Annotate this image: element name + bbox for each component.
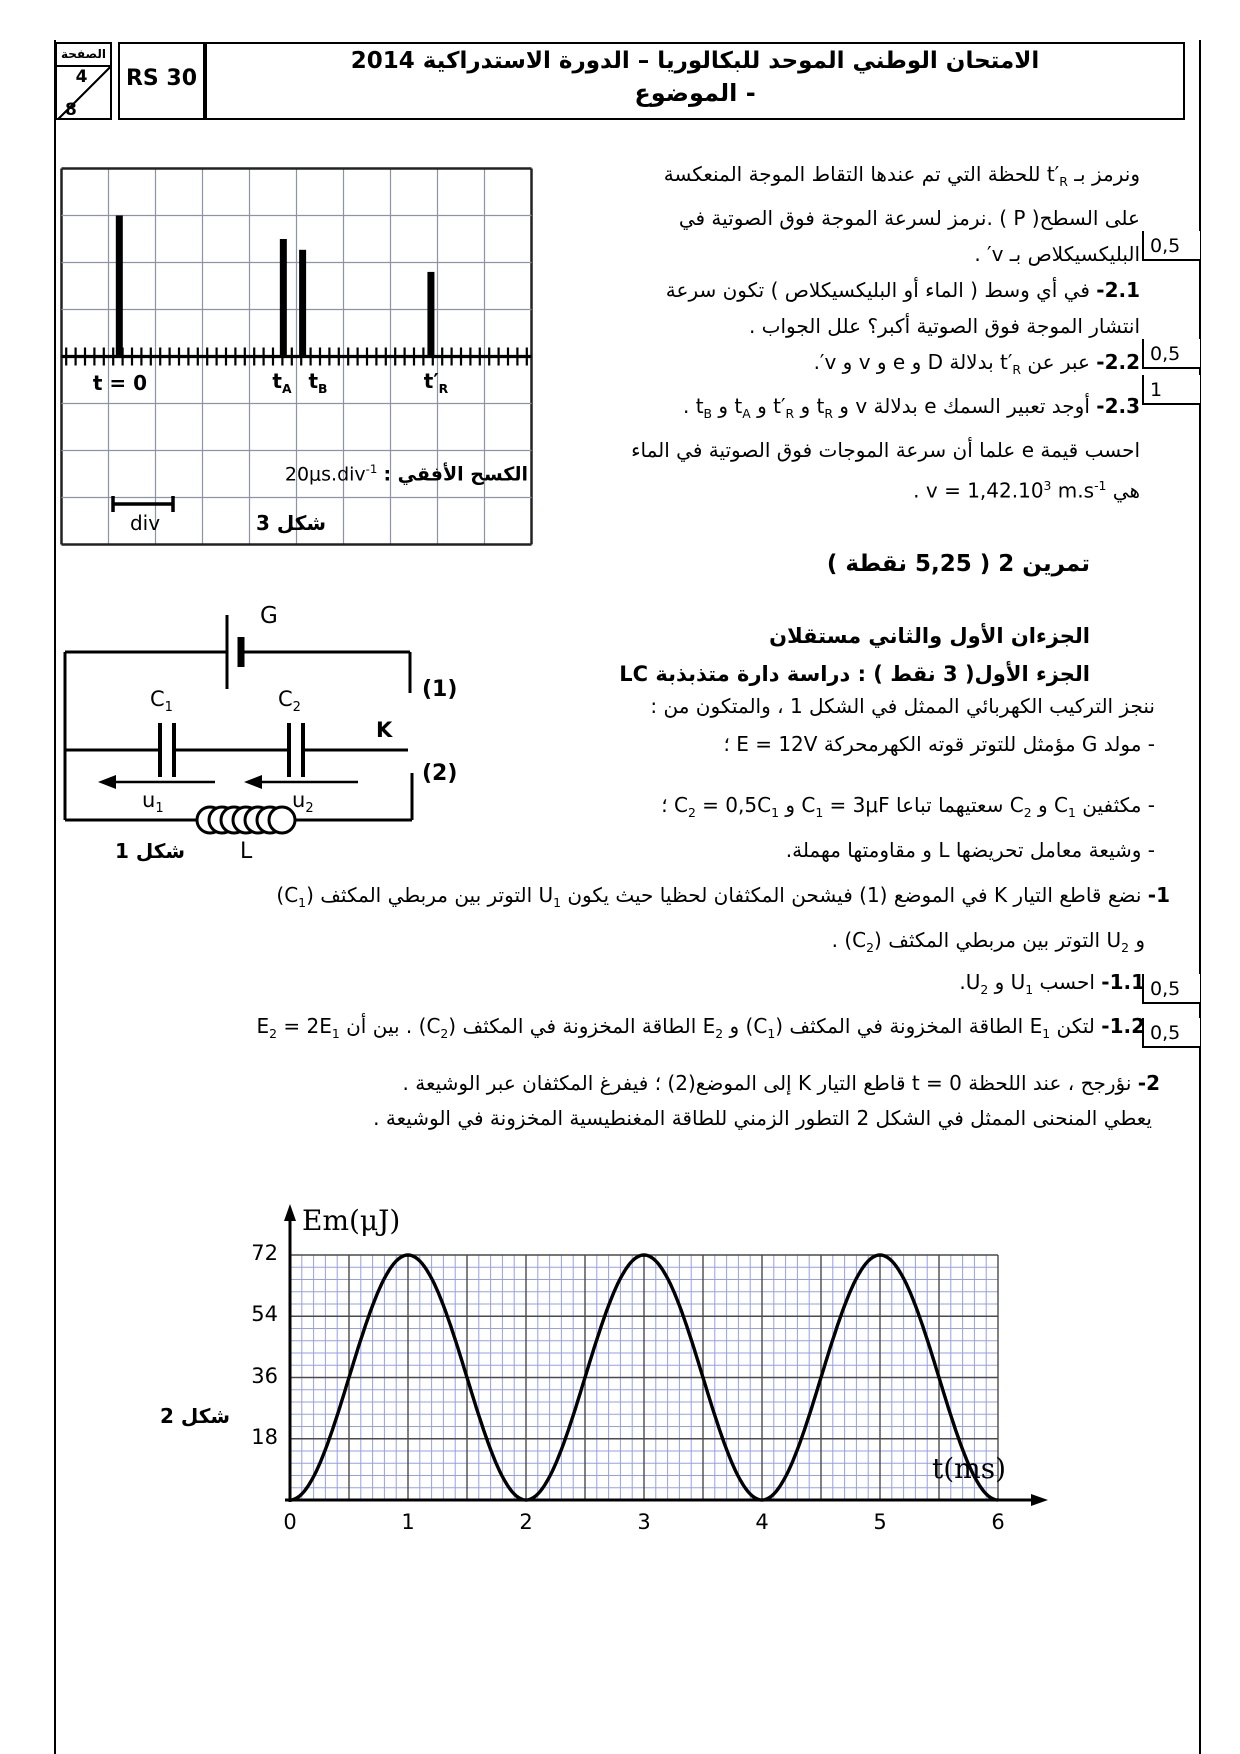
circuit-intro-line: ننجز التركيب الكهربائي الممثل في الشكل 1 ، والمتكون من :: [650, 694, 1155, 718]
page-number-cell: [57, 67, 110, 120]
score-mark: 1: [1142, 375, 1200, 405]
x-tick-label: 4: [755, 1510, 769, 1534]
page-number-label: الصفحة: [57, 44, 110, 67]
coil-label: L: [240, 839, 253, 864]
wave-pulses: [116, 216, 435, 357]
y-tick-label: 72: [251, 1241, 278, 1265]
question-2: 2- نؤرجح ، عند اللحظة t = 0 قاطع التيار K إلى الموضع(2) ؛ فيفرغ المكثفان عبر الوشيعة .: [402, 1071, 1160, 1095]
y-tick-label: 18: [251, 1424, 278, 1449]
u1-label: $u_1$: [142, 788, 164, 817]
question-1-2: 1.2- لتكن $E_1$ الطاقة المخزونة في المكثف $(C_1)$ و $E_2$ الطاقة المخزونة في المكثف $(C_2)$ . بين أن $E_2 = 2E_1$: [256, 1014, 1145, 1041]
question-2-3: 2.3- أوجد تعبير السمك e بدلالة v و $t_R$ و $t'_R$ و $t_A$ و $t_B$ .: [682, 394, 1140, 421]
u1-arrow: [98, 775, 215, 789]
exercise2-heading: تمرين 2 ( 5,25 نقطة ): [826, 551, 1090, 577]
exam-ref: RS 30: [125, 66, 198, 91]
div-label: div: [129, 511, 161, 535]
text-line: احسب قيمة e علما أن سرعة الموجات فوق الصوتية في الماء: [631, 438, 1140, 462]
pulse-label-tA: $t_A$: [272, 369, 292, 396]
switch-pos2-label: (2): [422, 761, 458, 786]
question-1-1: 1.1- احسب $U_1$ و $U_2$.: [959, 970, 1145, 997]
score-mark: 0,5: [1142, 1018, 1200, 1048]
capacitor1-label: $C_1$: [150, 687, 173, 716]
x-tick-label: 3: [637, 1510, 651, 1534]
text-line: هي $v = 1,42.10^3$ $m.s^{-1}$ .: [913, 478, 1140, 503]
score-mark: 0,5: [1142, 339, 1200, 369]
exam-header: [55, 42, 1185, 120]
sweep-speed-label: الكسح الأفقي : 20μs.div$^{-1}$: [284, 462, 528, 486]
x-tick-label: 2: [519, 1510, 533, 1534]
score-mark: 0,5: [1142, 231, 1200, 261]
page-border-right: [1199, 40, 1201, 1754]
waves-text-block: [550, 156, 1140, 509]
battery-symbol: [227, 615, 241, 689]
figure3-oscillogram: [60, 167, 536, 547]
question-2-cont: يعطي المنحنى الممثل في الشكل 2 التطور الزمني للطاقة المغنطيسية المخزونة في الوشيعة .: [373, 1106, 1152, 1130]
u2-arrow: [244, 775, 358, 789]
page-number-box: [55, 42, 112, 120]
generator-item: - مولد G مؤمثل للتوتر قوته الكهرمحركة E = 12V ؛: [723, 732, 1155, 756]
pulse-label-tR: $t'_R$: [423, 369, 449, 396]
independence-note: الجزءان الأول والثاني مستقلان: [769, 624, 1090, 648]
switch-pos1-label: (1): [422, 677, 458, 702]
x-axis-label: t(ms): [932, 1452, 1007, 1485]
figure2-caption: شكل 2: [159, 1404, 230, 1428]
div-bracket: [113, 496, 173, 512]
page-total: 8: [65, 100, 77, 120]
figure1-caption: شكل 1: [115, 839, 186, 863]
exam-title-box: [205, 42, 1185, 120]
circuit-wires: [65, 652, 412, 820]
capacitor2-symbol: [289, 723, 303, 777]
page-current: 4: [75, 67, 88, 87]
graph-labels: [140, 1200, 1090, 1580]
question-1-cont: و $U_2$ التوتر بين مربطي المكثف $(C_2)$ .: [831, 928, 1145, 955]
x-tick-label: 6: [991, 1510, 1005, 1534]
capacitor1-symbol: [160, 723, 174, 777]
text-line: على السطح( P ) .نرمز لسرعة الموجة فوق الصوتية في: [678, 206, 1140, 230]
oscillogram-svg: [60, 167, 536, 547]
figure1-circuit: [60, 585, 480, 885]
figure3-caption: شكل 3: [256, 511, 327, 535]
x-tick-label: 1: [401, 1510, 415, 1534]
x-tick-label: 5: [873, 1510, 887, 1534]
text-line: ونرمز بـ $t'_R$ للحظة التي تم عندها التقاط الموجة المنعكسة: [663, 162, 1140, 189]
exam-ref-box: [118, 42, 205, 120]
exam-title-line1: الامتحان الوطني الموحد للبكالوريا – الدورة الاستدراكية 2014: [350, 48, 1040, 74]
exam-title-line2: - الموضوع: [634, 79, 756, 107]
pulse-label-t0: t = 0: [92, 371, 148, 395]
u2-label: $u_2$: [292, 788, 314, 817]
question-2-2: 2.2- عبر عن $t'_R$ بدلالة D و e و v و v′.: [813, 350, 1140, 377]
pulse-label-tB: $t_B$: [308, 369, 328, 396]
part1-heading: الجزء الأول( 3 نقط ) : دراسة دارة متذبذبة LC: [619, 662, 1090, 686]
coil-symbol: [197, 807, 295, 833]
page-border-left: [54, 40, 56, 1754]
score-mark: 0,5: [1142, 974, 1200, 1004]
y-tick-label: 54: [251, 1302, 278, 1327]
figure2-graph: [140, 1200, 1090, 1580]
text-line: انتشار الموجة فوق الصوتية أكبر؟ علل الجواب .: [748, 314, 1140, 338]
capacitor2-label: $C_2$: [278, 687, 301, 716]
text-line: البليكسيكلاص بـ v′ .: [974, 242, 1140, 266]
generator-label: G: [260, 603, 278, 629]
question-2-1: 2.1- في أي وسط ( الماء أو البليكسيكلاص ) تكون سرعة: [665, 278, 1140, 302]
question-1: 1- نضع قاطع التيار K في الموضع (1) فيشحن المكثفان لحظيا حيث يكون $U_1$ التوتر بين مربطي المكثف $(C_1)$: [276, 883, 1170, 910]
switch-label: K: [376, 718, 393, 742]
capacitors-item: - مكثفين $C_1$ و $C_2$ سعتيهما تباعا $C_1 = 3\mu F$ و $C_2 = 0,5C_1$ ؛: [661, 793, 1155, 820]
y-axis-label: Em(μJ): [302, 1204, 401, 1237]
x-tick-label: 0: [283, 1510, 297, 1534]
coil-item: - وشيعة معامل تحريضها L و مقاومتها مهملة.: [785, 838, 1155, 862]
y-tick-label: 36: [251, 1363, 278, 1388]
